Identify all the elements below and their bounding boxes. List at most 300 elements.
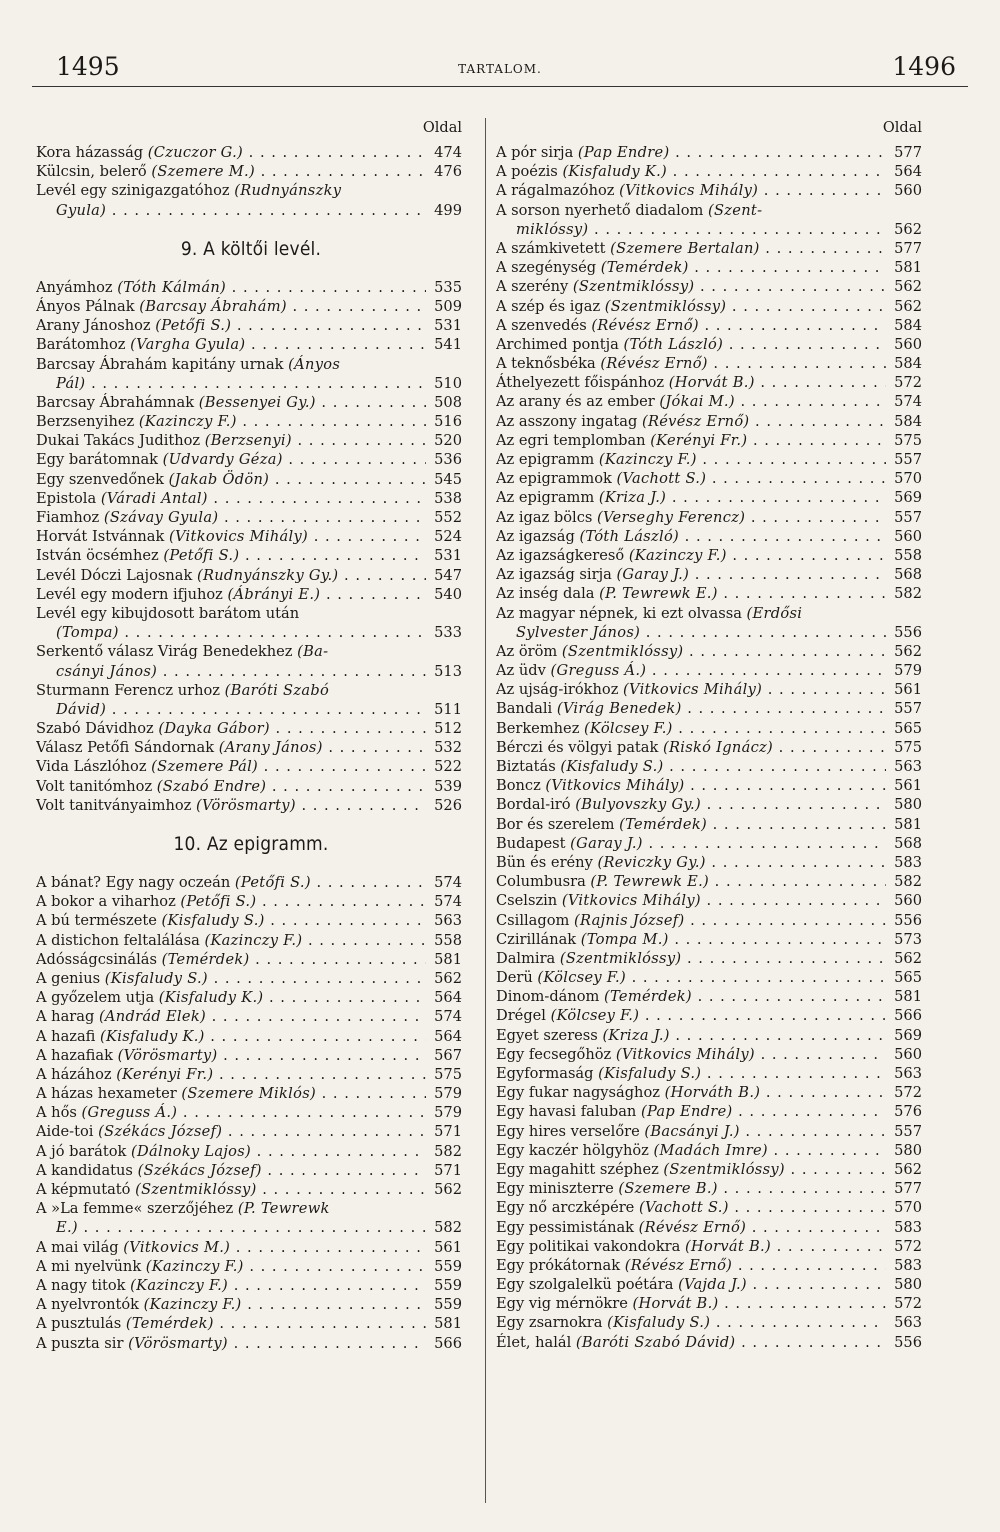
entry-text [36, 450, 426, 469]
toc-entry [496, 1237, 926, 1256]
entries-right [496, 143, 926, 1352]
entry-title: A szenvedés [496, 316, 592, 334]
entry-title: A harag [36, 1008, 99, 1026]
entry-author: (Vitkovics Mihály) [545, 777, 685, 795]
toc-entry [36, 911, 466, 930]
entry-title: Epistola [36, 489, 101, 507]
entry-page: 561 [894, 681, 922, 699]
entry-page: 557 [894, 508, 922, 526]
entry-text [36, 546, 426, 565]
entry-page: 566 [434, 1334, 462, 1352]
entry-author: (Udvardy Géza) [162, 451, 283, 469]
entry-page: 531 [434, 317, 462, 335]
entry-text [36, 1295, 426, 1314]
entry-author: (Kazinczy F.) [138, 413, 237, 431]
entry-page: 584 [894, 316, 922, 334]
entry-page: 556 [894, 623, 922, 641]
entry-author: (Kisfaludy S.) [607, 1314, 711, 1332]
entry-text [56, 662, 426, 681]
entry-title: Egy prókátornak [496, 1256, 625, 1274]
entry-author: (P. Tewrewk [237, 1200, 330, 1218]
toc-entry [36, 988, 466, 1007]
entry-text [496, 987, 886, 1006]
toc-entry [496, 987, 926, 1006]
entry-page: 560 [894, 527, 922, 545]
toc-entry [36, 527, 466, 546]
entry-title: A poézis [496, 163, 563, 181]
entry-text [36, 527, 426, 546]
entry-page: 580 [894, 1141, 922, 1159]
entry-page: 561 [434, 1238, 462, 1256]
entry-page: 570 [894, 470, 922, 488]
entry-page: 538 [434, 489, 462, 507]
entry-author: (Szemere Bertalan) [610, 239, 760, 257]
entry-text [36, 1314, 426, 1333]
entry-text [496, 891, 886, 910]
entry-title: Csillagom [496, 911, 574, 929]
entry-title: A »La femme« szerzőjéhez [36, 1200, 238, 1218]
entry-author: (Baróti Szabó [224, 681, 330, 699]
entry-title: Egy politikai vakondokra [496, 1237, 685, 1255]
entry-page: 568 [894, 566, 922, 584]
entry-author: (Baróti Szabó Dávid) [575, 1333, 736, 1351]
entry-page: 559 [434, 1257, 462, 1275]
toc-entry [496, 699, 926, 718]
entry-text [496, 335, 886, 354]
entry-author: (Petőfi S.) [155, 317, 232, 335]
entry-page: 560 [894, 335, 922, 353]
entry-author: (Erdősi [746, 604, 803, 622]
entry-title: A jó barátok [36, 1142, 131, 1160]
entry-author: (Reviczky Gy.) [597, 853, 706, 871]
entry-title: Egy miniszterre [496, 1180, 619, 1198]
toc-entry [496, 1141, 926, 1160]
entry-page: 531 [434, 547, 462, 565]
entry-text [496, 834, 886, 853]
entry-title: Dinom-dánom [496, 988, 605, 1006]
entry-text [496, 450, 886, 469]
entry-title: Cselszin [496, 892, 562, 910]
entry-author: Dávid) [56, 700, 107, 718]
entry-text [496, 930, 886, 949]
entry-text [36, 393, 426, 412]
entry-author: (Bessenyei Gy.) [198, 393, 316, 411]
toc-entry [496, 258, 926, 277]
entry-page: 562 [894, 297, 922, 315]
toc-entry [36, 1046, 466, 1065]
entry-page: 581 [434, 1315, 462, 1333]
entry-title: A nyelvrontók [36, 1296, 144, 1314]
entry-page: 511 [434, 700, 462, 718]
entry-text [36, 489, 426, 508]
entry-page: 552 [434, 509, 462, 526]
section-heading-9: 9. A költői levél. [180, 237, 322, 260]
entry-title: A mai világ [36, 1238, 124, 1256]
toc-entry [36, 1238, 466, 1257]
entry-text [496, 392, 886, 411]
entry-author: (Vitkovics Mihály) [168, 528, 309, 546]
toc-entry [496, 1218, 926, 1237]
entry-page: 574 [434, 893, 462, 911]
entry-title: A rágalmazóhoz [496, 182, 620, 200]
entry-page: 562 [894, 1160, 922, 1178]
entry-author: (Garay J.) [616, 566, 690, 584]
entry-title: Egy magahitt széphez [496, 1160, 664, 1178]
entry-page: 526 [434, 796, 462, 814]
entry-page: 560 [894, 182, 922, 200]
toc-entry [36, 1180, 466, 1199]
entry-text [36, 796, 426, 815]
toc-entry [496, 201, 926, 220]
entry-page: 583 [894, 1256, 922, 1274]
toc-entry [36, 642, 466, 661]
entry-page: 557 [894, 1122, 922, 1140]
toc-entry [496, 1275, 926, 1294]
entry-page: 581 [894, 988, 922, 1006]
entry-title: Egy szolgalelkü poétára [496, 1276, 679, 1294]
entry-title: A pusztulás [36, 1315, 126, 1333]
entry-page: 569 [894, 1026, 922, 1044]
entry-page: 572 [894, 1237, 922, 1255]
toc-entry [496, 623, 926, 642]
entry-page: 584 [894, 355, 922, 373]
entry-text [36, 1257, 426, 1276]
entry-author: (Horváth B.) [664, 1084, 761, 1102]
toc-entry [496, 546, 926, 565]
entry-author: (Tóth László) [623, 335, 724, 353]
entry-text [496, 431, 886, 450]
toc-entry [496, 431, 926, 450]
entry-title: A bánat? Egy nagy oczeán [36, 874, 235, 891]
toc-entry [36, 278, 466, 297]
entry-page: 536 [434, 451, 462, 469]
entry-text [516, 623, 886, 642]
toc-entry [36, 1122, 466, 1141]
toc-entry [36, 335, 466, 354]
toc-entry [496, 1256, 926, 1275]
entry-page: 522 [434, 758, 462, 776]
entry-text [496, 412, 886, 431]
entry-page: 547 [434, 566, 462, 584]
entry-title: Egy szenvedőnek [36, 470, 169, 488]
entry-title: Volt tanitványaimhoz [36, 796, 196, 814]
entry-author: (Temérdek) [161, 950, 250, 968]
entry-author: (Váradi Antal) [100, 489, 208, 507]
toc-entry [36, 1103, 466, 1122]
toc-entry [36, 1084, 466, 1103]
entry-author: (Rudnyánszky Gy.) [196, 566, 339, 584]
entry-title: Az öröm [496, 642, 562, 660]
entry-title: Archimed pontja [496, 335, 624, 353]
entry-page: 563 [894, 758, 922, 775]
page-number-left: 1495 [56, 52, 120, 81]
entry-text [496, 680, 886, 699]
toc-entry [496, 911, 926, 930]
entry-author: (Kerényi Fr.) [116, 1065, 214, 1083]
entry-author: (Kriza J.) [602, 1026, 670, 1044]
toc-entry [496, 680, 926, 699]
entry-page: 535 [434, 278, 462, 296]
entry-page: 540 [434, 585, 462, 603]
toc-entry [496, 277, 926, 296]
entry-page: 532 [434, 739, 462, 757]
entry-text [496, 1218, 886, 1237]
toc-entry [36, 508, 466, 527]
entry-page: 573 [894, 930, 922, 948]
entry-title: Kora házasság [36, 144, 148, 161]
toc-entry [496, 450, 926, 469]
entry-title: Derü [496, 969, 538, 987]
entry-author: (Petőfi S.) [234, 874, 311, 891]
header-rule [32, 86, 968, 87]
entry-title: Columbusra [496, 873, 591, 891]
entry-page: 499 [434, 201, 462, 219]
entry-author: (Szemere B.) [618, 1180, 718, 1198]
toc-entry [496, 1064, 926, 1083]
entry-title: A számkivetett [496, 239, 611, 257]
entry-text [496, 719, 886, 738]
entry-title: Anyámhoz [36, 278, 118, 296]
entry-title: Egy fecsegőhöz [496, 1045, 616, 1063]
entry-title: A győzelem utja [36, 989, 159, 1007]
entry-page: 563 [434, 912, 462, 930]
toc-entry [496, 239, 926, 258]
entry-author: (Révész Ernő) [600, 355, 708, 373]
entry-page: 581 [894, 259, 922, 277]
toc-entry [36, 777, 466, 796]
toc-entry [496, 181, 926, 200]
entry-author: (Temérdek) [619, 815, 708, 833]
toc-entry [496, 1102, 926, 1121]
entry-text [496, 162, 886, 181]
entry-page: 582 [894, 585, 922, 603]
entry-title: Egy havasi faluban [496, 1103, 641, 1121]
entry-title: Adósságcsinálás [36, 950, 162, 968]
entry-text [36, 1027, 426, 1046]
toc-entry [36, 604, 466, 623]
entry-page: 582 [434, 1142, 462, 1160]
toc-entry [496, 354, 926, 373]
entry-text [496, 604, 886, 623]
toc-entry [496, 143, 926, 162]
entry-text [496, 757, 886, 776]
entry-author: (Andrád Elek) [98, 1008, 206, 1026]
entry-title: Egy fukar nagysághoz [496, 1084, 665, 1102]
entry-title: Az epigramm [496, 451, 599, 468]
entry-page: 562 [894, 220, 922, 238]
entry-title: A szerény [496, 278, 573, 296]
entry-author: (Ábrányi E.) [227, 585, 321, 603]
entry-text [496, 527, 886, 546]
entry-author: (Vachott S.) [638, 1199, 729, 1217]
toc-entry [36, 585, 466, 604]
entry-text [496, 1160, 886, 1179]
entry-author: (Révész Ernő) [641, 412, 750, 430]
entry-page: 574 [434, 1008, 462, 1026]
entry-text [56, 1218, 426, 1237]
entry-author: (Szabó Endre) [156, 777, 267, 795]
page-number-right: 1496 [892, 52, 956, 81]
toc-entry [36, 355, 466, 374]
entry-text [496, 1275, 886, 1294]
entry-text [496, 872, 886, 891]
entry-author: (Horvát B.) [668, 374, 755, 392]
entry-author: (Kisfaludy K.) [158, 989, 264, 1007]
entry-title: Az ujság-irókhoz [496, 681, 624, 699]
entry-text [496, 949, 886, 968]
toc-entry [36, 1161, 466, 1180]
entry-text [36, 1276, 426, 1295]
toc-entry [36, 1295, 466, 1314]
entry-page: 582 [434, 1219, 462, 1237]
entry-text [496, 373, 886, 392]
entry-text [36, 642, 426, 661]
entry-page: 575 [434, 1065, 462, 1083]
entry-author: (Bacsányi J.) [644, 1122, 740, 1140]
entry-text [496, 1026, 886, 1045]
entry-text [56, 700, 426, 719]
entry-author: E.) [56, 1219, 78, 1237]
toc-entry [36, 1007, 466, 1026]
toc-entry [36, 470, 466, 489]
entry-author: (Tompa) [56, 624, 119, 642]
toc-entry [36, 700, 466, 719]
entry-page: 571 [434, 1123, 462, 1141]
entry-author: (Szemere Miklós) [181, 1085, 316, 1103]
entry-author: (Tóth László) [579, 527, 680, 545]
entry-title: A sorson nyerhető diadalom [496, 201, 709, 219]
toc-entry [36, 681, 466, 700]
entries-left-a [36, 143, 466, 220]
entry-author: (Révész Ernő) [591, 316, 699, 334]
entry-author: (Kriza J.) [598, 489, 667, 507]
toc-entry [36, 1218, 466, 1237]
toc-entry [496, 1160, 926, 1179]
toc-entry [496, 1333, 926, 1352]
entry-page: 567 [434, 1046, 462, 1064]
toc-entry [496, 1313, 926, 1332]
entry-title: Barcsay Ábrahámnak [36, 393, 199, 411]
entry-page: 562 [894, 278, 922, 296]
entry-title: A mi nyelvünk [36, 1257, 146, 1275]
entry-author: (Rajnis József) [573, 911, 685, 929]
entry-page: 572 [894, 1084, 922, 1102]
toc-entry [36, 316, 466, 335]
entry-title: Serkentő válasz Virág Benedekhez [36, 643, 298, 661]
entry-page: 509 [434, 297, 462, 315]
entry-page: 577 [894, 239, 922, 257]
entry-text [496, 968, 886, 987]
entry-text [36, 969, 426, 988]
entry-title: Bün és erény [496, 853, 598, 871]
toc-entry [36, 1199, 466, 1218]
toc-entry [36, 1276, 466, 1295]
entry-text [496, 201, 886, 220]
entry-page: 572 [894, 1295, 922, 1313]
entry-text [496, 565, 886, 584]
entry-page: 512 [434, 720, 462, 738]
entry-text [496, 1198, 886, 1217]
toc-entry [496, 1026, 926, 1045]
entry-text [496, 488, 886, 507]
toc-entry [36, 873, 466, 892]
entry-author: (Pap Endre) [640, 1103, 733, 1121]
entry-title: A hős [36, 1104, 82, 1122]
entry-page: 581 [894, 815, 922, 833]
entry-author: (Vitkovics Mihály) [623, 681, 763, 699]
entry-title: Egyet szeress [496, 1026, 603, 1044]
entry-text [36, 757, 426, 776]
entry-text [36, 181, 426, 200]
entry-title: A genius [36, 969, 105, 987]
entry-text [36, 297, 426, 316]
toc-entry [496, 373, 926, 392]
entry-text [496, 1045, 886, 1064]
entry-page: 574 [434, 874, 462, 891]
entry-author: (Greguss Á.) [550, 662, 647, 680]
entry-author: (Horvát B.) [685, 1237, 771, 1255]
entry-title: A bú természete [36, 912, 162, 930]
toc-entry [36, 181, 466, 200]
entry-title: Arany Jánoshoz [36, 317, 156, 335]
entry-text [36, 738, 426, 757]
toc-entry [36, 431, 466, 450]
toc-entry [496, 508, 926, 527]
entry-author: (Vörösmarty) [117, 1046, 218, 1064]
entry-author: (Szemere M.) [151, 163, 255, 181]
toc-entry [496, 1122, 926, 1141]
entry-page: 574 [894, 393, 922, 411]
toc-entry [496, 968, 926, 987]
entry-title: A hazafiak [36, 1046, 118, 1064]
entry-author: (Garay J.) [570, 834, 643, 852]
toc-entry [496, 392, 926, 411]
entry-text [36, 988, 426, 1007]
entry-title: A szegénység [496, 259, 601, 277]
entry-page: 559 [434, 1296, 462, 1314]
toc-entry [496, 220, 926, 239]
entry-page: 474 [434, 144, 462, 161]
entry-page: 579 [894, 662, 922, 680]
entry-author: (Greguss Á.) [81, 1104, 178, 1122]
entry-text [36, 911, 426, 930]
entry-title: Az igazság [496, 527, 580, 545]
toc-entry [36, 412, 466, 431]
entry-text [496, 1122, 886, 1141]
entry-author: (Kölcsey F.) [537, 969, 626, 987]
entry-text [56, 623, 426, 642]
entry-text [496, 1083, 886, 1102]
entry-title: Dalmira [496, 949, 560, 967]
entry-page: 565 [894, 719, 922, 737]
entry-author: (Szentmiklóssy) [561, 642, 684, 660]
entry-title: Az igazság sirja [496, 566, 617, 584]
entry-title: A képmutató [36, 1181, 136, 1198]
entry-title: Czirillának [496, 930, 581, 948]
entry-text [496, 776, 886, 795]
entry-title: Fiamhoz [36, 509, 104, 526]
entry-page: 569 [894, 489, 922, 507]
entry-text [496, 1237, 886, 1256]
entry-text [496, 699, 886, 718]
entry-author: (Szemere Pál) [151, 758, 259, 776]
entry-author: (Révész Ernő) [638, 1218, 747, 1236]
entry-author: (Szávay Gyula) [103, 509, 219, 526]
entry-text [496, 1064, 886, 1083]
entry-title: A pór sirja [496, 144, 578, 161]
entry-page: 562 [894, 949, 922, 967]
entry-page: 562 [894, 642, 922, 660]
